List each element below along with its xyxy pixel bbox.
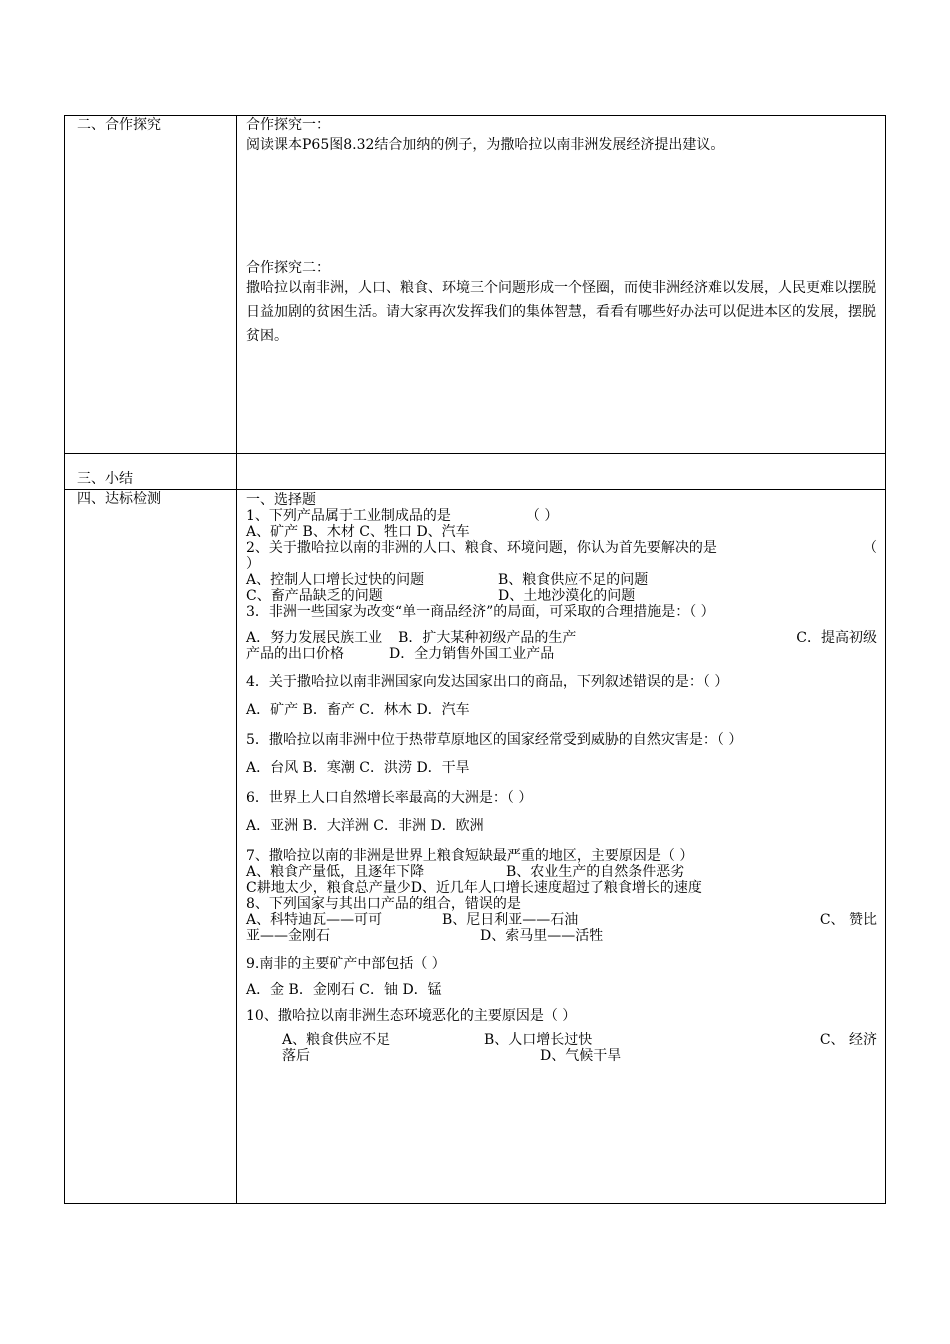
option-ab	[246, 912, 578, 928]
option-d: D．全力销售外国工业产品	[389, 646, 555, 662]
option-c: C．提高初级	[796, 630, 877, 646]
question-2-options-ab	[246, 572, 877, 588]
option-a: A．努力发展民族工业	[246, 630, 383, 646]
question-10-options-line2	[246, 1048, 877, 1064]
question-7-options-ab	[246, 864, 877, 880]
question-6: 6．世界上人口自然增长率最高的大洲是：（ ）	[246, 790, 533, 806]
cooperation-row	[65, 116, 886, 454]
question-2-text: 2、关于撒哈拉以南的非洲的人口、粮食、环境问题，你认为首先要解决的是	[246, 540, 717, 556]
answer-paren: （	[863, 540, 877, 556]
question-8: 8、下列国家与其出口产品的组合，错误的是	[246, 896, 521, 912]
question-5-options: A．台风 B．寒潮 C．洪涝 D．干旱	[246, 760, 470, 776]
option-a: A、科特迪瓦——可可	[246, 912, 383, 928]
question-3: 3．非洲一些国家为改变“单一商品经济”的局面，可采取的合理措施是：（ ）	[246, 604, 715, 620]
test-content-cell	[237, 490, 886, 1204]
cooperation-content-cell	[237, 116, 886, 454]
question-10: 10、撒哈拉以南非洲生态环境恶化的主要原因是（ ）	[246, 1008, 577, 1024]
test-heading: 一、选择题	[246, 492, 316, 508]
question-10-options-line1	[246, 1032, 877, 1048]
question-8-options-line2	[246, 928, 877, 944]
section-label-cooperation: 二、合作探究	[77, 117, 161, 133]
question-7-options-cd: C耕地太少，粮食总产量少D、近几年人口增长速度超过了粮食增长的速度	[246, 880, 702, 896]
question-7: 7、撒哈拉以南的非洲是世界上粮食短缺最严重的地区，主要原因是（ ）	[246, 848, 694, 864]
summary-content-cell	[237, 454, 886, 490]
option-c: C、 赞比	[819, 912, 877, 928]
question-2-options-cd	[246, 588, 877, 604]
option-c-cont: 亚——金刚石	[246, 928, 330, 944]
cooperation-label-cell	[65, 116, 237, 454]
option-c: C、 经济	[819, 1032, 877, 1048]
question-4-options: A．矿产 B．畜产 C．林木 D．汽车	[246, 702, 470, 718]
question-2	[246, 540, 877, 556]
coop-task1-title: 合作探究一：	[246, 117, 330, 133]
option-b: B．扩大某种初级产品的生产	[398, 630, 577, 646]
question-3-options-line2	[246, 646, 877, 662]
question-9: 9.南非的主要矿产中部包括（ ）	[246, 956, 446, 972]
section-label-test: 四、达标检测	[77, 491, 161, 507]
answer-paren: （ ）	[525, 508, 559, 524]
summary-row	[65, 454, 886, 490]
option-c-cont: 产品的出口价格	[246, 646, 344, 662]
summary-label-cell	[65, 454, 237, 490]
answer-paren: ）	[246, 556, 260, 572]
coop-task2-title: 合作探究二：	[246, 260, 330, 276]
question-3-options-line1	[246, 630, 877, 646]
question-1-text: 1、下列产品属于工业制成品的是	[246, 508, 451, 524]
option-b: B、尼日利亚——石油	[442, 912, 579, 928]
lesson-table	[64, 115, 886, 1204]
option-d: D、土地沙漠化的问题	[498, 588, 636, 604]
option-b: B、农业生产的自然条件恶劣	[506, 864, 685, 880]
question-6-options: A．亚洲 B．大洋洲 C．非洲 D．欧洲	[246, 818, 484, 834]
option-c-cont: 落后	[282, 1048, 310, 1064]
option-b: B、人口增长过快	[484, 1032, 593, 1048]
option-a: A、粮食产量低，且逐年下降	[246, 864, 425, 880]
option-b: B、粮食供应不足的问题	[498, 572, 649, 588]
option-a: A、粮食供应不足	[282, 1032, 391, 1048]
coop-task1-text: 阅读课本P65图8.32结合加纳的例子，为撒哈拉以南非洲发展经济提出建议。	[246, 137, 725, 153]
option-c: C、畜产品缺乏的问题	[246, 588, 383, 604]
question-1	[246, 508, 877, 524]
option-a: A、控制人口增长过快的问题	[246, 572, 425, 588]
test-label-cell	[65, 490, 237, 1204]
test-row	[65, 490, 886, 1204]
option-ab	[246, 630, 576, 646]
question-8-options-line1	[246, 912, 877, 928]
question-9-options: A．金 B．金刚石 C．铀 D．锰	[246, 982, 442, 998]
coop-task2-text: 撒哈拉以南非洲，人口、粮食、环境三个问题形成一个怪圈，而使非洲经济难以发展，人民更难以摆脱日益加剧的贫困生活。请大家再次发挥我们的集体智慧，看看有哪些好办法可以促进本区的发展，摆脱贫困。	[246, 280, 876, 344]
section-label-summary: 三、小结	[77, 471, 133, 487]
question-1-options: A、矿产 B、木材 C、牲口 D、汽车	[246, 524, 470, 540]
question-5: 5．撒哈拉以南非洲中位于热带草原地区的国家经常受到威胁的自然灾害是：（ ）	[246, 732, 743, 748]
option-d: D、气候干旱	[540, 1048, 622, 1064]
option-d: D、索马里——活牲	[480, 928, 604, 944]
question-4: 4．关于撒哈拉以南非洲国家向发达国家出口的商品，下列叙述错误的是：（ ）	[246, 674, 729, 690]
option-ab	[282, 1032, 592, 1048]
